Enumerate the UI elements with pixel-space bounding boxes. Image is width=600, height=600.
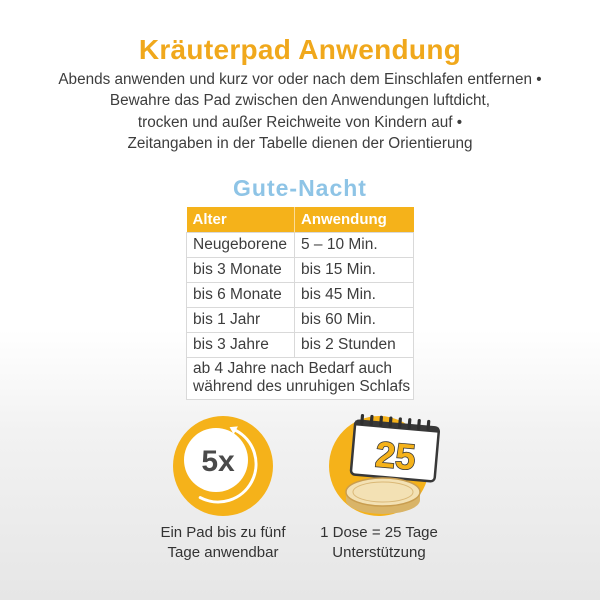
tin-icon bbox=[346, 478, 420, 514]
column-header-duration: Anwendung bbox=[295, 207, 414, 233]
instruction-line: Bewahre das Pad zwischen den Anwendungen luftdicht, bbox=[109, 92, 491, 110]
page-title: Kräuterpad Anwendung bbox=[138, 34, 462, 65]
age-cell: bis 3 Monate bbox=[187, 258, 295, 283]
age-cell: bis 3 Jahre bbox=[187, 333, 295, 358]
instruction-line: Abends anwenden und kurz vor oder nach dem Einschlafen entfernen • bbox=[58, 71, 542, 88]
calendar-day-number: 25 bbox=[373, 433, 418, 478]
instruction-line: trocken und außer Reichweite von Kindern auf • bbox=[137, 113, 463, 131]
feature-reuse bbox=[148, 414, 298, 578]
table-row bbox=[187, 233, 414, 258]
table-row bbox=[187, 308, 414, 333]
table-body bbox=[187, 233, 414, 400]
calendar-tin-icon bbox=[329, 406, 441, 518]
feature-caption bbox=[148, 523, 298, 563]
duration-cell: 5 – 10 Min. bbox=[295, 233, 414, 258]
column-header-age: Alter bbox=[187, 207, 295, 233]
table-note-line: ab 4 Jahre nach Bedarf auch bbox=[193, 360, 393, 377]
section-title: Gute-Nacht bbox=[233, 175, 367, 201]
caption-line: 1 Dose = 25 Tage bbox=[320, 524, 438, 541]
table-row bbox=[187, 258, 414, 283]
age-cell: Neugeborene bbox=[187, 233, 295, 258]
duration-cell: bis 45 Min. bbox=[295, 283, 414, 308]
duration-cell: bis 2 Stunden bbox=[295, 333, 414, 358]
caption-line: Unterstützung bbox=[332, 544, 426, 561]
table-header-row bbox=[187, 207, 414, 233]
age-cell: bis 6 Monate bbox=[187, 283, 295, 308]
feature-caption bbox=[304, 523, 454, 563]
feature-duration bbox=[304, 404, 454, 568]
reuse-five-times-icon bbox=[173, 416, 273, 516]
table-note-row bbox=[187, 358, 414, 400]
age-cell: bis 1 Jahr bbox=[187, 308, 295, 333]
usage-table bbox=[186, 207, 414, 400]
table-row bbox=[187, 283, 414, 308]
calendar-icon bbox=[351, 413, 440, 481]
duration-cell: bis 60 Min. bbox=[295, 308, 414, 333]
badge-text: 5x bbox=[201, 445, 235, 478]
table-note bbox=[187, 358, 414, 400]
usage-instructions bbox=[0, 69, 600, 154]
table-note-line: während des unruhigen Schlafs bbox=[193, 378, 411, 395]
caption-line: Tage anwendbar bbox=[167, 544, 279, 561]
table-head bbox=[187, 207, 414, 233]
duration-cell: bis 15 Min. bbox=[295, 258, 414, 283]
instruction-line: Zeitangaben in der Tabelle dienen der Orientierung bbox=[127, 134, 473, 152]
caption-line: Ein Pad bis zu fünf bbox=[160, 524, 286, 541]
table-row bbox=[187, 333, 414, 358]
